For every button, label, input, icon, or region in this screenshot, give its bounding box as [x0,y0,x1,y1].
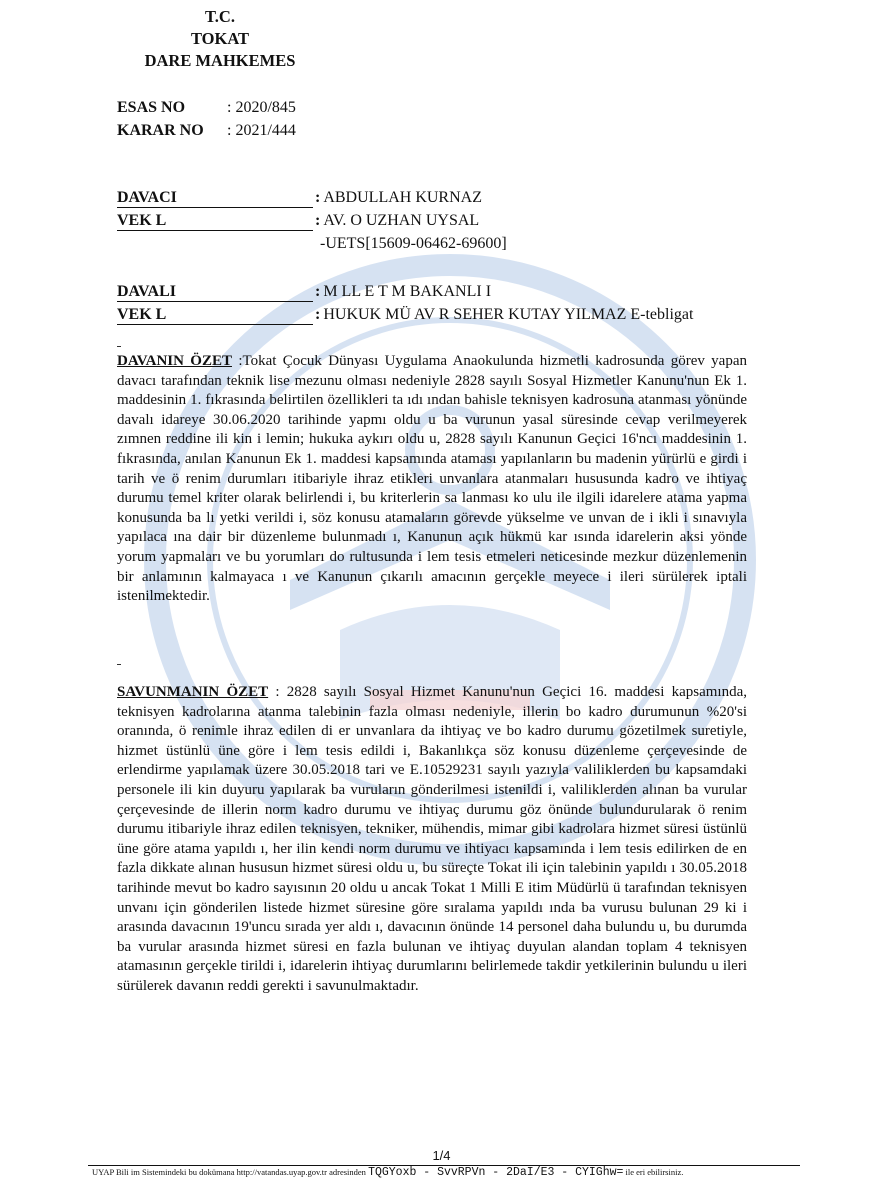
davaci-label: DAVACI [117,189,313,208]
davaci-row: DAVACI : ABDULLAH KURNAZ [117,189,482,206]
section-marker [117,664,121,665]
esas-no-row [117,99,296,117]
vekil1-value: AV. O UZHAN UYSAL [323,212,480,229]
footer-prefix: UYAP Bili im Sistemindeki bu dokümana http://vatandas.uyap.gov.tr adresinden [92,1167,369,1177]
vekil1-uets: -UETS[15609-06462-69600] [320,235,507,252]
header-line-city: TOKAT [190,29,250,48]
footer-note [92,1166,683,1179]
footer-suffix: ile eri ebilirsiniz. [623,1167,684,1177]
karar-no-row [117,122,296,140]
savunmanin-ozeti-paragraph [117,683,747,997]
karar-no-label: KARAR NO [117,122,204,139]
davanin-ozeti-label: DAVANIN ÖZET [117,353,232,369]
davanin-ozeti-text: :Tokat Çocuk Dünyası Uygulama Anaokulunda hizmetli kadrosunda görev yapan davacı tarafından teknik lise mezunu olması nedeniyle 2828 sayılı Sosyal Hizmetler Kanunu'nun Ek 1. maddesinin 1. fıkrasında belirtilen özellikleri ta ıdı ından bahisle teknisyen kadrosuna atanması yönünde davalı idareye 30.06.2020 tarihinde yapmı oldu u ba vurunun yasal süresinde cevap verilmeyerek zımnen reddine ili kin i lemin; hukuka aykırı oldu u, 2828 sayılı Kanunun Geçici 16'ncı maddesinin 1. fıkrasında, anılan Kanunun Ek 1. maddesi kapsamında ataması yapılanların bu madenin yürürlü e girdi i tarih ve ö renim durumları itibariyle ihraz etikleri unvanlara atanmaları hususunda kadro ve ihtiyaç durumu temel kriter olarak belirlendi i, bu kriterlerin sa lanması ko ulu ile ilgili idarelere atama yapma konusunda ba lı yetki verildi i, söz konusu atamaların görevde yükselme ve unvan de i ikli i sınavıyla yapılaca ına dair bir düzenleme bulunmadı ı, Kanunun açık hükmü kar ısında idarelerin aksi yönde yorum yapmaları ve bu yorumları do rultusunda i lem tesis etmeleri neticesinde mezkur düzenlemenin bir anlamının kalmayaca ı ve Kanunun çıkarılı amacının gerçekle meyece i ileri sürülerek iptali istenilmektedir. [117,353,747,605]
vekil1-label: VEK L [117,212,313,231]
esas-no-value: : 2020/845 [227,99,296,116]
vekil1-row: VEK L : AV. O UZHAN UYSAL [117,212,480,229]
karar-no-value: : 2021/444 [227,122,296,139]
header-line-court: DARE MAHKEMES [144,51,296,70]
davali-row: DAVALI : M LL E T M BAKANLI I [117,283,492,300]
section-marker [117,346,121,347]
vekil2-label: VEK L [117,306,313,325]
court-header [120,6,320,72]
esas-no-label: ESAS NO [117,99,186,116]
savunmanin-ozeti-text: : 2828 sayılı Sosyal Hizmet Kanunu'nun Geçici 16. maddesi kapsamında, teknisyen kadrolarına atanma talebinin fazla olması nedeniyle, illerin bo kadro durumunun %20'si oranında, ö renimle ihraz edilen di er unvanlara da ihtiyaç ve bo kadro durumu gözetilmek suretiyle, hizmet üstünlü üne göre i lem tesis edildi i, Bakanlıkça söz konusu düzenleme çerçevesinde de erlendirme yapılamak üzere 30.05.2018 tari ve E.10529231 sayılı yazıyla valiliklerden bu kapsamdaki personele ili kin duyuru yapılarak ba vuruların gönderilmesi istenildi i, valiliklerden alınan ba vurular çerçevesinde de illerin norm kadro durumu ve ihtiyaç durumu göz önünde bulundurularak ö renim durumu itibariyle ihraz edilen teknisyen, tekniker, mühendis, mimar gibi kadrolara hizmet süresi üstünlü üne göre atama yapıldı ı, her ilin kendi norm durumu ve ihtiyacı kapsamında i lem tesis edilirken de en fazla dikkate alınan hususun hizmet süresi oldu u, bu süreçte Tokat ili için talebinin yapıldı ı 30.05.2018 tarihinde mevut bo kadro sayısının 20 oldu u ancak Tokat 1 Milli E itim Müdürlü ü tarafından teknisyen unvanı için gönderilen listede hizmet süresine göre sıralama yapıldı ında ba vurusu bulunan 29 ki i arasında davacının 19'uncu sırada yer aldı ı, davacının önünde 14 personel daha bulundu u, bu durumda ba vurular arasında hizmet süresi en fazla bulunan ve ihtiyaç duyulan alandan toplam 4 teknisyen atamasının gerçekle tirildi i, idarelerin ihtiyaç durumlarını belirlemede takdir yetkilerinin bulundu u ileri sürülerek davanın reddi gerekti i savunulmaktadır. [117,684,747,994]
savunmanin-ozeti-label: SAVUNMANIN ÖZET [117,684,269,700]
davali-label: DAVALI [117,283,313,302]
davali-value: M LL E T M BAKANLI I [323,283,492,300]
vekil2-suffix: E-tebligat [626,306,694,323]
page-number: 1/4 [432,1148,451,1163]
davaci-value: ABDULLAH KURNAZ [323,189,482,206]
footer-code: TQGYoxb - SvvRPVn - 2DaI/E3 - CYIGhw= [368,1166,624,1179]
vekil2-value: HUKUK MÜ AV R SEHER KUTAY YILMAZ [323,306,627,323]
vekil2-row: VEK L : HUKUK MÜ AV R SEHER KUTAY YILMAZ E-tebligat [117,306,694,323]
davanin-ozeti-paragraph [117,352,747,607]
header-line-tc: T.C. [205,7,235,26]
